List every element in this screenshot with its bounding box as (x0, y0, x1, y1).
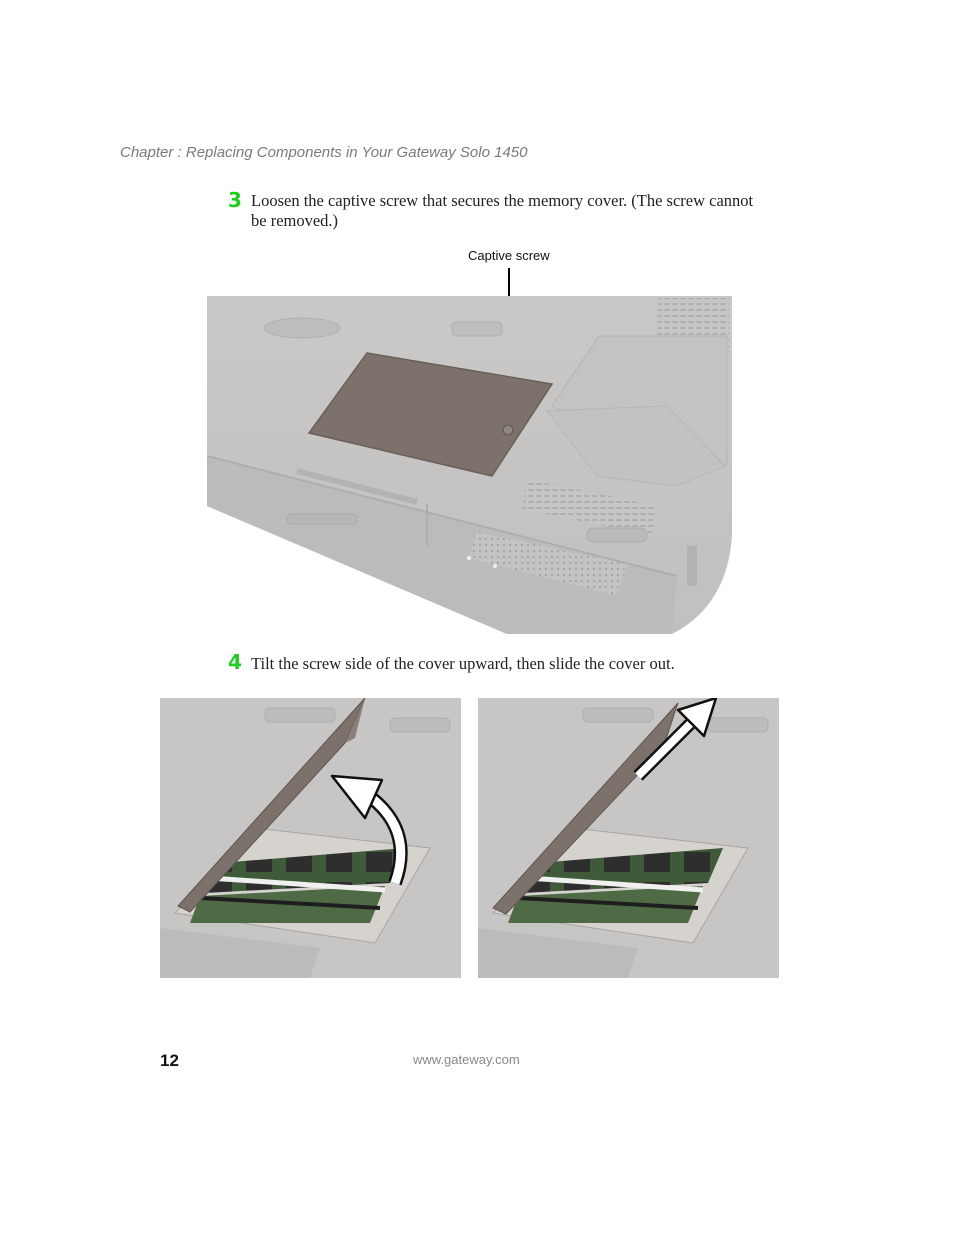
memory-cover-photo (207, 296, 732, 634)
chapter-header: Chapter : Replacing Components in Your Gateway Solo 1450 (120, 144, 528, 161)
page-number: 12 (160, 1051, 179, 1070)
step-number-3: 3 (228, 188, 242, 212)
tilt-cover-photo (160, 698, 461, 978)
step-text-4: Tilt the screw side of the cover upward, then slide the cover out. (251, 654, 675, 673)
slide-cover-photo (478, 698, 779, 978)
step-text-3: Loosen the captive screw that secures the memory cover. (The screw cannot be removed.) (251, 191, 754, 230)
step-number-4: 4 (228, 650, 242, 674)
captive-screw-label: Captive screw (468, 248, 550, 263)
footer-url: www.gateway.com (413, 1052, 520, 1067)
